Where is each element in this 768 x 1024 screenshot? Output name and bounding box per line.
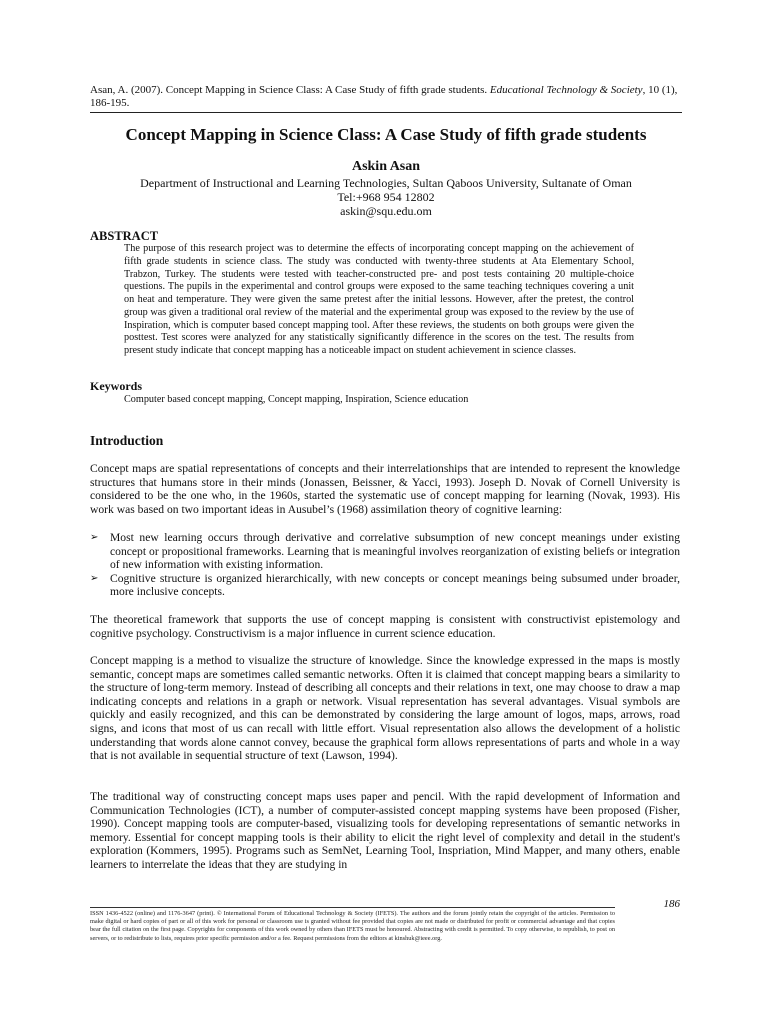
header-rule [90, 112, 682, 113]
intro-paragraph-1: Concept maps are spatial representations of concepts and their interrelationships that are intended to represent the knowledge structures that humans store in their minds (Jonassen, Beissner, & Yacci, 1993). Joseph D. Novak of Cornell University is considered to be the one who, in the 1960s, started the systematic use of concept mapping for learning (Novak, 1993). His work was based on two important ideas in Ausubel’s (1968) assimilation theory of cognitive learning: [90, 462, 680, 516]
intro-paragraph-2: The theoretical framework that supports the use of concept mapping is consistent with constructivist epistemology and cognitive psychology. Constructivism is a major influence in current science education. [90, 613, 680, 640]
arrow-bullet-icon: ➢ [90, 532, 99, 543]
author-name: Askin Asan [351, 159, 421, 174]
author-affiliation [90, 176, 682, 218]
bullet-item [90, 572, 680, 599]
citation-text: Asan, A. (2007). Concept Mapping in Science Class: A Case Study of fifth grade students. [90, 84, 490, 96]
keywords-text: Computer based concept mapping, Concept mapping, Inspiration, Science education [124, 394, 469, 405]
bullet-list [90, 531, 680, 599]
intro-paragraph-3: Concept mapping is a method to visualize the structure of knowledge. Since the knowledge expressed in the maps is mostly semantic, concept maps are sometimes called semantic networks. Often it is claimed that concept mapping bears a similarity to the structure of long-term memory. Instead of describing all concepts and their relations in text, one may choose to draw a map indicating concepts and relations in a graph or network. Visual representation has several advantages. Visual symbols are quickly and easily recognized, and this can be demonstrated by considering the large amount of logos, maps, arrows, road signs, and icons that most of us can recall with little effort. Visual representation also allows the development of a holistic understanding that words alone cannot convey, because the graphical form allows representations of parts and whole in a way that is not available in sequential structure of text (Lawson, 1994). [90, 654, 680, 763]
bullet-text: Most new learning occurs through derivative and correlative subsumption of new concept meanings under existing concept or propositional frameworks. Learning that is meaningful involves reorganization of existing beliefs or integration of new information with existing information. [110, 531, 680, 572]
bullet-item [90, 531, 680, 572]
author-email: askin@squ.edu.om [340, 204, 432, 218]
abstract-heading: ABSTRACT [90, 229, 159, 243]
citation-journal: Educational Technology & Society [489, 84, 643, 96]
arrow-bullet-icon: ➢ [90, 572, 99, 584]
author-department: Department of Instructional and Learning Technologies, Sultan Qaboos University, Sultanate of Oman [140, 176, 632, 190]
introduction-heading: Introduction [90, 433, 164, 448]
bullet-text: Cognitive structure is organized hierarchically, with new concepts or concept meanings being subsumed under broader, more inclusive concepts. [110, 571, 680, 599]
page-number: 186 [663, 898, 680, 910]
author-phone: Tel:+968 954 12802 [337, 190, 435, 204]
abstract-text: The purpose of this research project was to determine the effects of incorporating concept mapping on the achievement of fifth grade students in science class. The study was conducted with twenty-three students at Ata Elementary School, Trabzon, Turkey. The students were tested with teacher-constructed pre- and post tests containing 20 multiple-choice questions. The pupils in the experimental and control groups were exposed to the same teaching techniques covering a unit on heat and temperature. They were given the same pretest after the initial lessons. However, after the pretest, the control group was given a traditional oral review of the material and the experimental group was exposed to the review by the use of Inspiration, which is computer based concept mapping tool. After these reviews, the students on both groups were given the posttest. Test scores were analyzed for any statistically significantly difference in the scores on the test. The results from present study indicate that concept mapping has a noticeable impact on student achievement in science classes. [124, 243, 634, 356]
citation-line [90, 84, 682, 110]
footer-rule [90, 907, 615, 908]
keywords-heading: Keywords [90, 379, 142, 393]
copyright-footer: ISSN 1436-4522 (online) and 1176-3647 (print). © International Forum of Educational Technology & Society (IFETS). The authors and the forum jointly retain the copyright of the articles. Permission to make digital or hard copies of part or all of this work for personal or classroom use is granted without fee provided that copies are not made or distributed for profit or commercial advantage and that copies bear the full citation on the first page. Copyrights for components of this work owned by others than IFETS must be honoured. Abstracting with credit is permitted. To copy otherwise, to republish, to post on servers, or to redistribute to lists, requires prior specific permission and/or a fee. Request permissions from the editors at kinshuk@ieee.org. [90, 910, 615, 942]
citation-tail: , 10 (1), 186-195. [90, 84, 678, 109]
intro-paragraph-4: The traditional way of constructing concept maps uses paper and pencil. With the rapid development of Information and Communication Technologies (ICT), a number of computer-assisted concept mapping systems have been proposed (Fisher, 1990). Concept mapping tools are computer-based, visualizing tools for developing representations of semantic networks in memory. Essential for concept mapping tools is their ability to elicit the right level of complexity and detail in the student's exploration (Kommers, 1995). Programs such as SemNet, Learning Tool, Inspriation, Mind Mapper, and many others, enable learners to interrelate the ideas that they are studying in [90, 790, 680, 871]
paper-title: Concept Mapping in Science Class: A Case Study of fifth grade students [125, 125, 647, 144]
